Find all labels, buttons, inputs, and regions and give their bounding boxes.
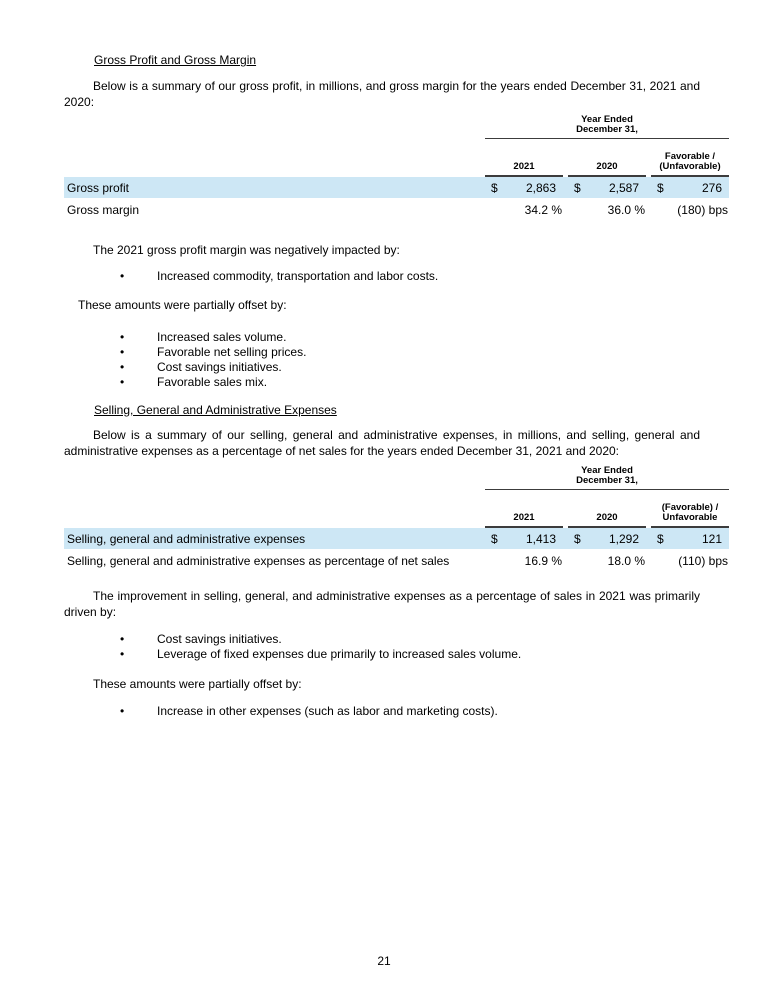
impact-intro: The 2021 gross profit margin was negatively impacted by: bbox=[93, 243, 400, 257]
table-period-header-row bbox=[64, 466, 729, 490]
table-row-gross-profit bbox=[64, 177, 729, 198]
cell-value: (110) bps bbox=[678, 553, 728, 568]
cell-value: 2,587 bbox=[608, 180, 639, 195]
improvement-bullet-list bbox=[64, 632, 729, 662]
bullet-text: Increase in other expenses (such as labor and marketing costs). bbox=[157, 704, 498, 718]
bullet-icon: • bbox=[120, 269, 125, 283]
column-header-2020: 2020 bbox=[568, 162, 646, 177]
cell-2020 bbox=[568, 550, 646, 571]
row-label: Gross margin bbox=[67, 202, 140, 217]
currency-symbol: $ bbox=[491, 180, 498, 195]
cell-2021 bbox=[485, 199, 563, 220]
period-header-line1: Year Ended bbox=[581, 114, 633, 125]
cell-favorable bbox=[651, 528, 729, 549]
currency-symbol: $ bbox=[574, 531, 581, 546]
bullet-icon: • bbox=[120, 375, 125, 389]
cell-value: (180) bps bbox=[677, 202, 728, 217]
cell-value: 34.2 % bbox=[524, 202, 562, 217]
cell-2021 bbox=[485, 528, 563, 549]
period-header-line2: December 31, bbox=[576, 124, 638, 135]
list-item bbox=[120, 330, 729, 345]
bullet-text: Favorable net selling prices. bbox=[157, 345, 307, 359]
gross-profit-intro-paragraph: Below is a summary of our gross profit, in millions, and gross margin for the years ended December 31, 2021 and 2020: bbox=[64, 79, 700, 109]
currency-symbol: $ bbox=[574, 180, 581, 195]
column-header-2021: 2021 bbox=[485, 513, 563, 528]
row-label: Gross profit bbox=[67, 180, 130, 195]
column-header-favorable bbox=[651, 152, 729, 177]
row-label: Selling, general and administrative expenses bbox=[67, 531, 306, 546]
offset-intro-2: These amounts were partially offset by: bbox=[93, 677, 302, 691]
column-header-favorable bbox=[651, 503, 729, 528]
sga-table bbox=[64, 466, 729, 571]
bullet-text: Increased commodity, transportation and labor costs. bbox=[157, 269, 439, 283]
offset-intro: These amounts were partially offset by: bbox=[78, 298, 287, 312]
period-header bbox=[485, 466, 729, 490]
bullet-icon: • bbox=[120, 704, 125, 718]
table-column-headers bbox=[64, 152, 729, 177]
period-header-line2: December 31, bbox=[576, 475, 638, 486]
cell-favorable bbox=[651, 550, 729, 571]
cell-favorable bbox=[651, 177, 729, 198]
cell-2021 bbox=[485, 550, 563, 571]
table-period-header-row bbox=[64, 115, 729, 139]
cell-2020 bbox=[568, 199, 646, 220]
offset-bullet-list bbox=[64, 330, 729, 390]
cell-value: 16.9 % bbox=[524, 553, 562, 568]
table-row-sga-percentage bbox=[64, 550, 729, 571]
cell-value: 18.0 % bbox=[607, 553, 645, 568]
bullet-text: Cost savings initiatives. bbox=[157, 632, 282, 646]
section-heading-sga: Selling, General and Administrative Expenses bbox=[94, 403, 337, 417]
list-item bbox=[120, 704, 729, 719]
bullet-icon: • bbox=[120, 632, 125, 646]
table-row-gross-margin bbox=[64, 199, 729, 220]
bullet-text: Leverage of fixed expenses due primarily to increased sales volume. bbox=[157, 647, 522, 661]
column-header-2021: 2021 bbox=[485, 162, 563, 177]
period-header-line1: Year Ended bbox=[581, 465, 633, 476]
bullet-text: Favorable sales mix. bbox=[157, 375, 268, 389]
cell-value: 276 bbox=[701, 180, 722, 195]
period-header bbox=[485, 115, 729, 139]
currency-symbol: $ bbox=[657, 531, 664, 546]
favorable-header-line2: Unfavorable bbox=[662, 512, 718, 523]
list-item bbox=[120, 632, 729, 647]
column-header-2020: 2020 bbox=[568, 513, 646, 528]
section-heading-gross-profit: Gross Profit and Gross Margin bbox=[94, 53, 257, 67]
sga-intro-paragraph: Below is a summary of our selling, general and administrative expenses, in millions, and selling, general and administrative expenses as a percentage of net sales for the years ended December 31, 2021 and 2020: bbox=[64, 428, 700, 458]
bullet-text: Increased sales volume. bbox=[157, 330, 287, 344]
cell-2020 bbox=[568, 177, 646, 198]
currency-symbol: $ bbox=[491, 531, 498, 546]
bullet-icon: • bbox=[120, 345, 125, 359]
favorable-header-line1: (Favorable) / bbox=[661, 502, 719, 513]
list-item bbox=[120, 269, 729, 284]
list-item bbox=[120, 647, 729, 662]
cell-2020 bbox=[568, 528, 646, 549]
bullet-icon: • bbox=[120, 330, 125, 344]
table-column-headers bbox=[64, 503, 729, 528]
list-item bbox=[120, 345, 729, 360]
row-label: Selling, general and administrative expenses as percentage of net sales bbox=[67, 553, 450, 568]
list-item bbox=[120, 375, 729, 390]
bullet-icon: • bbox=[120, 360, 125, 374]
cell-value: 2,863 bbox=[525, 180, 556, 195]
improvement-intro: The improvement in selling, general, and administrative expenses as a percentage of sales in 2021 was primarily driven by: bbox=[64, 589, 700, 619]
cell-favorable bbox=[651, 199, 729, 220]
cell-value: 121 bbox=[701, 531, 722, 546]
page-number: 21 bbox=[377, 954, 391, 968]
list-item bbox=[120, 360, 729, 375]
currency-symbol: $ bbox=[657, 180, 664, 195]
cell-2021 bbox=[485, 177, 563, 198]
cell-value: 36.0 % bbox=[607, 202, 645, 217]
bullet-text: Cost savings initiatives. bbox=[157, 360, 282, 374]
table-row-sga-expenses bbox=[64, 528, 729, 549]
cell-value: 1,292 bbox=[608, 531, 639, 546]
gross-profit-table bbox=[64, 115, 729, 220]
favorable-header-line1: Favorable / bbox=[664, 151, 716, 162]
bullet-icon: • bbox=[120, 647, 125, 661]
favorable-header-line2: (Unfavorable) bbox=[659, 161, 721, 172]
cell-value: 1,413 bbox=[525, 531, 556, 546]
